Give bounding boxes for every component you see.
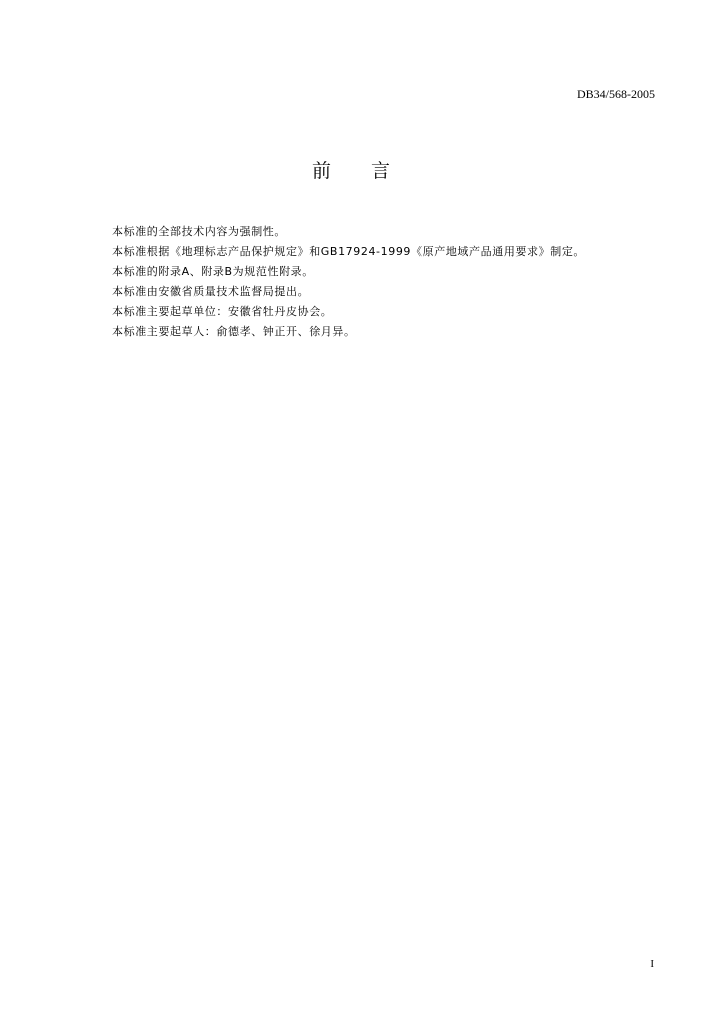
preface-paragraph: 本标准根据《地理标志产品保护规定》和GB17924-1999《原产地域产品通用要求》制定。 — [112, 245, 586, 258]
preface-paragraph: 本标准主要起草单位：安徽省牡丹皮协会。 — [112, 305, 333, 318]
preface-paragraph: 本标准主要起草人：俞德孝、钟正开、徐月异。 — [112, 325, 356, 338]
preface-paragraph: 本标准的全部技术内容为强制性。 — [112, 225, 286, 238]
preface-body — [112, 222, 672, 342]
section-title: 前言 — [311, 160, 430, 182]
page-number: I — [650, 958, 654, 970]
preface-paragraph: 本标准由安徽省质量技术监督局提出。 — [112, 285, 310, 298]
document-number: DB34/568-2005 — [577, 87, 655, 101]
preface-paragraph: 本标准的附录A、附录B为规范性附录。 — [112, 265, 314, 278]
